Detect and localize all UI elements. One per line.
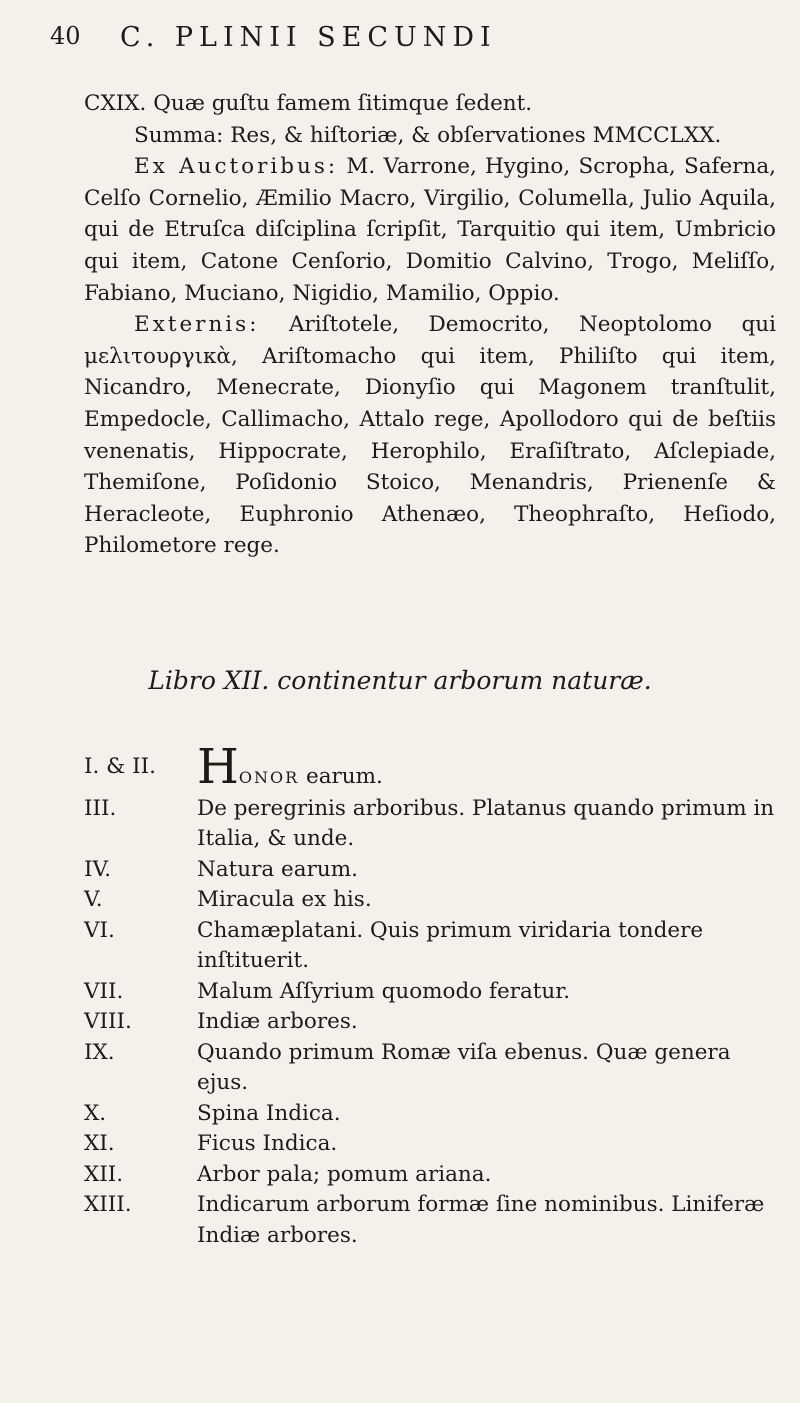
- toc-text: Ficus Indica.: [197, 1131, 338, 1156]
- toc-text: Malum Aſſyrium quomodo feratur.: [197, 978, 571, 1004]
- toc-number: IV.: [84, 856, 112, 882]
- foreign-authors-paragraph: [84, 309, 776, 562]
- toc-text: [197, 739, 784, 795]
- page-header: [50, 22, 760, 62]
- toc-number: VI.: [84, 917, 115, 943]
- toc-row: [84, 1160, 784, 1191]
- toc-row: [84, 1007, 784, 1038]
- page-number: 40: [50, 22, 81, 50]
- toc-row: [84, 1129, 784, 1160]
- book-title: Libro XII. continentur arborum naturæ.: [148, 666, 652, 695]
- toc-number: IX.: [84, 1039, 115, 1065]
- toc-text: Miracula ex his.: [197, 887, 372, 912]
- toc-text: Natura earum.: [197, 856, 358, 882]
- toc-row: [84, 1099, 784, 1130]
- summary-text: [84, 88, 776, 562]
- toc-text: Arbor pala; pomum ariana.: [197, 1161, 492, 1187]
- greek-word: μελιτουργικὰ: [84, 343, 231, 369]
- toc-row: [84, 739, 784, 795]
- chapter-entry-cxix: CXIX. Quæ guſtu famem ſitimque ſedent.: [84, 91, 533, 116]
- toc-text: Spina Indica.: [197, 1100, 341, 1126]
- toc-row: [84, 1190, 784, 1251]
- toc-number: VII.: [84, 978, 124, 1004]
- latin-authors-lead: Ex Auctoribus:: [134, 154, 339, 180]
- latin-authors-paragraph: [84, 151, 776, 309]
- toc-number: I. & II.: [84, 754, 156, 779]
- toc-number: X.: [84, 1100, 107, 1126]
- toc-number: XIII.: [84, 1192, 132, 1217]
- running-head: C. PLINII SECUNDI: [120, 22, 497, 53]
- toc-row: [84, 794, 784, 855]
- toc-text: Quando primum Romæ viſa ebenus. Quæ genera ejus.: [197, 1039, 731, 1095]
- drop-cap: H: [197, 739, 239, 795]
- toc-text: Indiæ arbores.: [197, 1009, 358, 1034]
- toc-row: [84, 977, 784, 1008]
- toc-number: VIII.: [84, 1009, 132, 1034]
- foreign-authors-list-b: , Ariſtomacho qui item, Philiſto qui item, Nicandro, Menecrate, Dionyſio qui Magonem tranſtulit, Empedocle, Callimacho, Attalo rege, Apollodoro qui de beſtiis venenatis, Hippocrate, Herophilo, Eraſiſtrato, Aſclepiade, Themiſone, Poſidonio Stoico, Menandris, Prienenſe & Heracleote, Euphronio Athenæo, Theophraſto, Heſiodo, Philometore rege.: [84, 343, 776, 559]
- toc-text-rest: earum.: [299, 764, 383, 789]
- toc-number: V.: [84, 887, 103, 912]
- summary-line: Summa: Res, & hiſtoriæ, & obſervationes MMCCLXX.: [134, 122, 722, 148]
- toc-row: [84, 916, 784, 977]
- toc-text: Indicarum arborum formæ ſine nominibus. Liniferæ Indiæ arbores.: [197, 1192, 765, 1248]
- foreign-authors-lead: Externis:: [134, 312, 260, 338]
- toc-row: [84, 1038, 784, 1099]
- table-of-contents: [84, 739, 784, 1251]
- toc-row: [84, 855, 784, 886]
- small-caps-word: ONOR: [238, 768, 300, 787]
- toc-text: De peregrinis arboribus. Platanus quando primum in Italia, & unde.: [197, 795, 775, 851]
- toc-row: [84, 885, 784, 916]
- foreign-authors-list-a: Ariſtotele, Democrito, Neoptolomo qui: [259, 312, 776, 338]
- toc-number: III.: [84, 795, 117, 821]
- toc-number: XI.: [84, 1131, 115, 1156]
- latin-authors-list: M. Varrone, Hygino, Scropha, Saferna, Celſo Cornelio, Æmilio Macro, Virgilio, Columella, Julio Aquila, qui de Etruſca diſciplina ſcripſit, Tarquitio qui item, Umbricio qui item, Catone Cenſorio, Domitio Calvino, Trogo, Meliſſo, Fabiano, Muciano, Nigidio, Mamilio, Oppio.: [84, 154, 776, 306]
- toc-text: Chamæplatani. Quis primum viridaria tondere inſtituerit.: [197, 917, 704, 973]
- toc-number: XII.: [84, 1161, 124, 1187]
